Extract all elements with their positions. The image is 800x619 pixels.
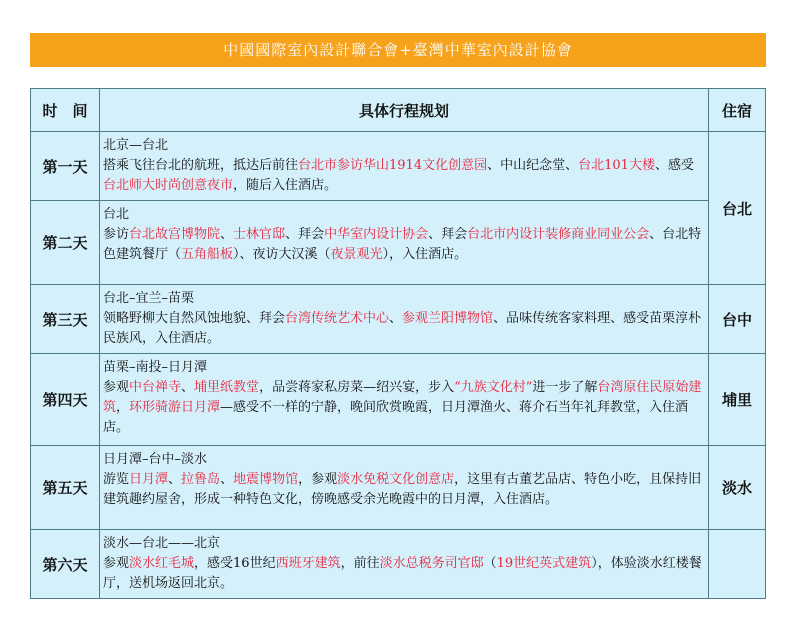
plain-text: 、台北特色建筑餐厅（ (103, 227, 702, 262)
day-label: 第一天 (31, 132, 100, 201)
highlight-text: 台北101大楼 (578, 158, 655, 173)
header-time: 时 间 (31, 89, 100, 132)
day-label: 第四天 (31, 354, 100, 446)
highlight-text: 台北市参访华山1914文化创意园 (298, 158, 488, 173)
table-row (31, 201, 766, 285)
highlight-text: 地震博物馆 (233, 472, 299, 487)
day-description (103, 470, 702, 510)
day-route: 台北–宜兰–苗栗 (103, 291, 195, 306)
highlight-text: “九族文化村” (454, 380, 533, 395)
highlight-text: 台北师大时尚创意夜市 (103, 178, 234, 193)
plain-text: 、拜会 (428, 227, 468, 242)
highlight-text: 五角船板 (181, 247, 234, 262)
stay-cell: 淡水 (709, 446, 766, 530)
day-plan (100, 285, 709, 354)
highlight-text: 日月潭 (129, 472, 169, 487)
plain-text: ），体验淡水红楼餐厅，送机场返回北京。 (103, 556, 702, 591)
day-route: 台北 (103, 207, 130, 222)
highlight-text: 台湾原住民原始建筑 (103, 380, 702, 415)
page-banner: 中國國際室內設計聯合會+臺灣中華室內設計協會 (30, 33, 766, 67)
plain-text: 、中山纪念堂、 (487, 158, 579, 173)
plain-text: 、品味传统客家料理、感受苗栗淳朴民族风，入住酒店。 (103, 311, 702, 346)
highlight-text: 淡水红毛城 (129, 556, 195, 571)
plain-text: 参观 (103, 556, 130, 571)
plain-text: 领略野柳大自然风蚀地貌、拜会 (103, 311, 286, 326)
day-description (103, 309, 702, 349)
day-route: 淡水—台北——北京 (103, 536, 221, 551)
plain-text: 参访 (103, 227, 130, 242)
highlight-text: 淡水总税务司官邸 (379, 556, 484, 571)
header-plan: 具体行程规划 (100, 89, 709, 132)
highlight-text: 夜景观光 (330, 247, 383, 262)
day-plan (100, 446, 709, 530)
day-label: 第三天 (31, 285, 100, 354)
table-header-row (31, 89, 766, 132)
day-route: 日月潭–台中–淡水 (103, 452, 208, 467)
stay-cell (709, 530, 766, 599)
plain-text: 参观 (103, 380, 130, 395)
plain-text: ， (116, 400, 130, 415)
highlight-text: 中台禅寺 (129, 380, 182, 395)
day-description (103, 225, 702, 265)
plain-text: ，感受16世纪 (194, 556, 276, 571)
plain-text: ，参观 (298, 472, 338, 487)
day-label: 第二天 (31, 201, 100, 285)
day-label: 第五天 (31, 446, 100, 530)
header-stay: 住宿 (709, 89, 766, 132)
highlight-text: 士林官邸 (233, 227, 286, 242)
plain-text: ，这里有古董艺品店、特色小吃，且保持旧建筑趣约屋舍，形成一种特色文化，傍晚感受余光晚霞中的日月潭，入住酒店。 (103, 472, 702, 507)
plain-text: 、拜会 (285, 227, 325, 242)
table-row (31, 354, 766, 446)
highlight-text: 西班牙建筑 (275, 556, 341, 571)
day-route: 北京—台北 (103, 138, 169, 153)
plain-text: ，随后入住酒店。 (233, 178, 338, 193)
plain-text: 游览 (103, 472, 130, 487)
plain-text: 、 (220, 227, 234, 242)
plain-text: ，前往 (340, 556, 380, 571)
plain-text: —感受不一样的宁静，晚间欣赏晚霞，日月潭渔火、蒋介石当年礼拜教堂，入住酒店。 (103, 400, 689, 435)
table-row (31, 446, 766, 530)
highlight-text: 环形骑游日月潭 (129, 400, 221, 415)
itinerary-table (30, 88, 766, 599)
stay-cell: 台北 (709, 132, 766, 285)
table-row (31, 132, 766, 201)
highlight-text: 埔里纸教堂 (194, 380, 260, 395)
day-route: 苗栗–南投–日月潭 (103, 360, 208, 375)
day-description (103, 554, 702, 594)
table-row (31, 285, 766, 354)
highlight-text: 台湾传统艺术中心 (285, 311, 390, 326)
highlight-text: 中华室内设计协会 (324, 227, 429, 242)
stay-cell: 台中 (709, 285, 766, 354)
highlight-text: 19世纪英式建筑 (496, 556, 592, 571)
day-plan (100, 201, 709, 285)
plain-text: 、 (220, 472, 234, 487)
plain-text: ）、夜访大汉溪（ (233, 247, 331, 262)
day-plan (100, 354, 709, 446)
table-row (31, 530, 766, 599)
day-plan (100, 530, 709, 599)
stay-cell: 埔里 (709, 354, 766, 446)
plain-text: 、 (389, 311, 403, 326)
plain-text: ），入住酒店。 (382, 247, 468, 262)
plain-text: 、 (168, 472, 182, 487)
day-label: 第六天 (31, 530, 100, 599)
plain-text: 、 (181, 380, 195, 395)
plain-text: 、感受 (654, 158, 694, 173)
day-description (103, 378, 702, 438)
highlight-text: 台北故宫博物院 (129, 227, 221, 242)
day-plan (100, 132, 709, 201)
plain-text: 搭乘飞往台北的航班，抵达后前往 (103, 158, 299, 173)
plain-text: ，品尝蒋家私房菜—绍兴宴，步入 (259, 380, 455, 395)
highlight-text: 参观兰阳博物馆 (402, 311, 494, 326)
day-description (103, 156, 702, 196)
plain-text: 进一步了解 (532, 380, 598, 395)
highlight-text: 台北市内设计装修商业同业公会 (467, 227, 650, 242)
highlight-text: 拉鲁岛 (181, 472, 221, 487)
highlight-text: 淡水免税文化创意店 (337, 472, 455, 487)
plain-text: （ (483, 556, 497, 571)
